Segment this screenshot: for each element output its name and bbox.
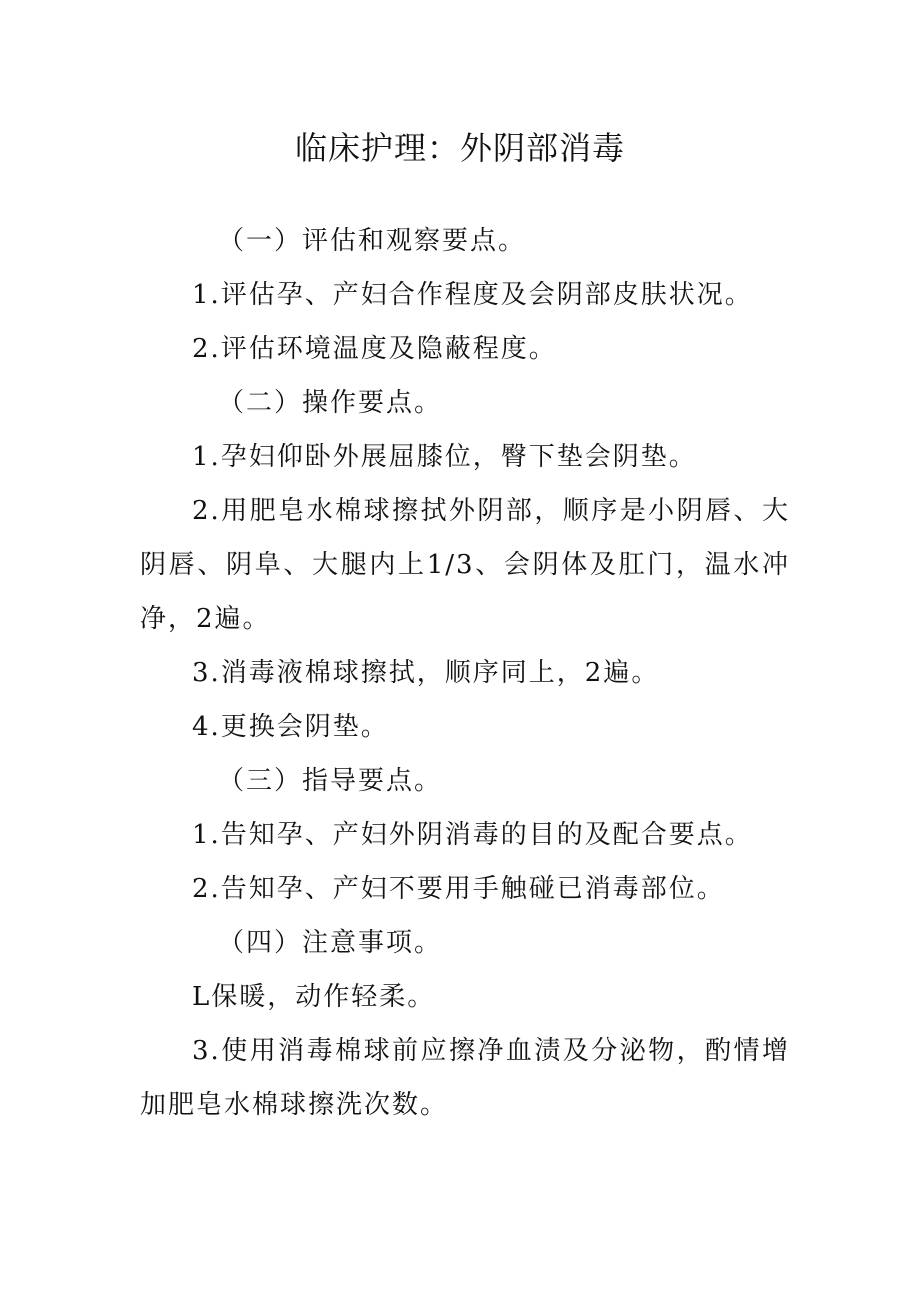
list-item: 1.告知孕、产妇外阴消毒的目的及配合要点。 [192, 820, 753, 850]
section-heading: （一）评估和观察要点。 [218, 226, 527, 256]
list-item: 2.告知孕、产妇不要用手触碰已消毒部位。 [192, 874, 725, 904]
section-heading: （二）操作要点。 [218, 388, 443, 418]
list-item: 4.更换会阴垫。 [192, 712, 389, 742]
list-item: 1.评估孕、产妇合作程度及会阴部皮肤状况。 [192, 280, 753, 310]
list-item: 2.用肥皂水棉球擦拭外阴部，顺序是小阴唇、大阴唇、阴阜、大腿内上1/3、会阴体及肛门，温水冲净，2遍。 [140, 496, 790, 634]
list-item: 3.消毒液棉球擦拭，顺序同上，2遍。 [192, 658, 660, 688]
list-item: 1.孕妇仰卧外展屈膝位，臀下垫会阴垫。 [192, 442, 697, 472]
section-heading: （三）指导要点。 [218, 766, 443, 796]
list-item: L保暖，动作轻柔。 [192, 982, 436, 1012]
document-body [140, 214, 790, 1132]
section-heading: （四）注意事项。 [218, 928, 443, 958]
list-item: 2.评估环境温度及隐蔽程度。 [192, 334, 557, 364]
list-item: 3.使用消毒棉球前应擦净血渍及分泌物，酌情增加肥皂水棉球擦洗次数。 [140, 1036, 790, 1120]
document-title: 临床护理：外阴部消毒 [294, 129, 625, 167]
